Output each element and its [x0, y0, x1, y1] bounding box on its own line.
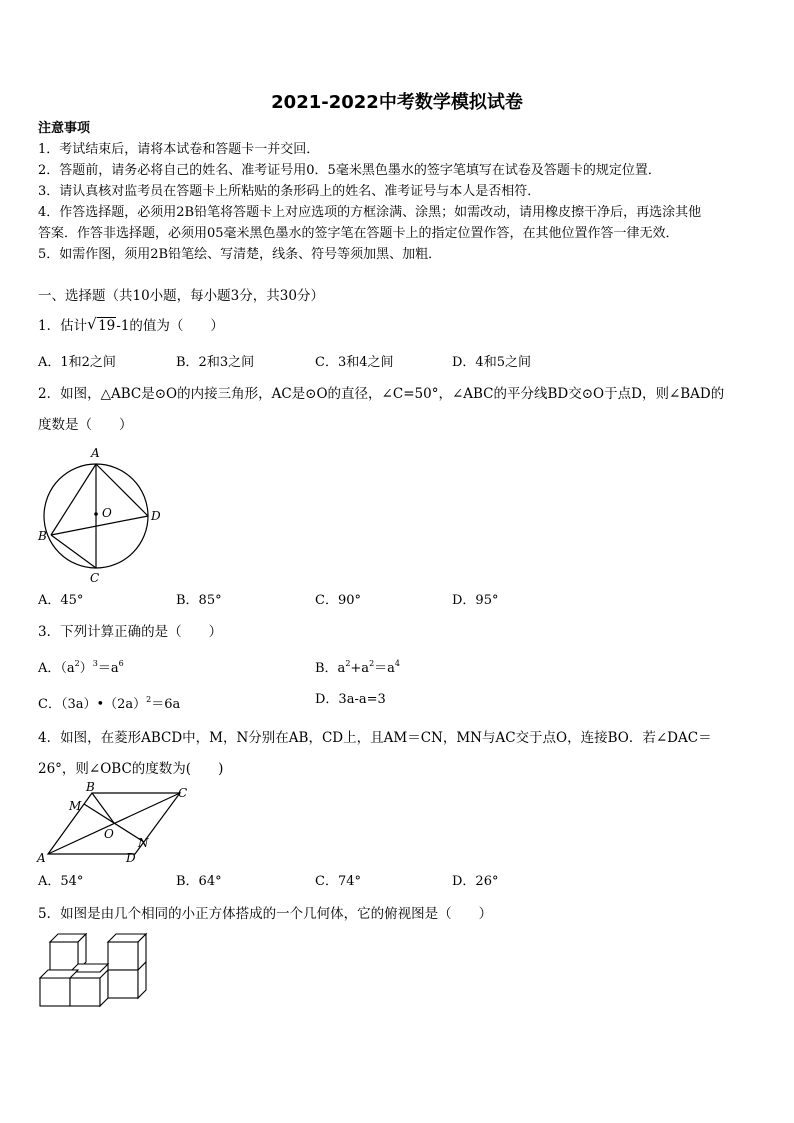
q3-option-c [38, 691, 180, 714]
q1-prefix: 1．估计 [38, 318, 88, 334]
question-2-cont: 度数是（ ） [38, 417, 133, 433]
label-m: M [69, 799, 82, 813]
cube-side-face [100, 970, 108, 1006]
cube-front-face [70, 978, 100, 1006]
section-heading: 一、选择题（共10小题，每小题3分，共30分） [38, 288, 324, 304]
cube-front-face [108, 970, 138, 998]
q3b-exp2: 2 [369, 659, 375, 668]
label-d: D [126, 851, 136, 865]
question-4-cont: 26°，则∠OBC的度数为( ) [38, 761, 224, 777]
question-5: 5．如图是由几个相同的小正方体搭成的一个几何体，它的俯视图是（ ） [38, 906, 493, 922]
rhombus-figure [34, 780, 204, 866]
notice-heading: 注意事项 [38, 121, 91, 136]
question-3: 3．下列计算正确的是（ ） [38, 624, 223, 640]
q2-option-a: A．45° [38, 593, 84, 608]
q3a-exp1: 2 [74, 659, 80, 668]
line-bo [92, 793, 114, 823]
label-c: C [178, 786, 188, 800]
q2-option-c: C．90° [315, 593, 361, 608]
q4-option-d: D．26° [452, 874, 499, 889]
q3-option-b [315, 655, 400, 678]
label-o: O [102, 506, 112, 520]
label-a: A [91, 446, 100, 460]
q1-radicand: 19 [98, 318, 116, 334]
sqrt-symbol [87, 317, 116, 335]
label-b: B [38, 529, 47, 543]
q3c-exp1: 2 [146, 695, 152, 704]
q3a-exp3: 6 [118, 659, 124, 668]
cubes-figure [36, 932, 156, 1012]
q3-option-a [38, 655, 124, 678]
q2-option-b: B．85° [176, 593, 222, 608]
label-c: C [90, 571, 100, 584]
q2-option-d: D．95° [452, 593, 499, 608]
q3b-part2: +a [350, 661, 370, 676]
q1-option-b: B．2和3之间 [176, 355, 255, 370]
question-4: 4．如图，在菱形ABCD中，M，N分别在AB，CD上，且AM＝CN，MN与AC交于点O，连接BO．若∠DAC＝ [38, 730, 712, 746]
q4-option-a: A．54° [38, 874, 84, 889]
label-b: B [86, 780, 95, 794]
notice-item-5: 5．如需作图，须用2B铅笔绘、写清楚，线条、符号等须加黑、加粗． [38, 247, 442, 262]
q4-option-c: C．74° [315, 874, 361, 889]
circle-figure [34, 444, 174, 584]
cube-front-face [50, 942, 78, 970]
notice-item-4: 4．作答选择题，必须用2B铅笔将答题卡上对应选项的方框涂满、涂黑；如需改动，请用橡皮擦干净后，再选涂其他 [38, 205, 702, 220]
label-n: N [138, 836, 149, 850]
q3c-part1: C．（3a）•（2a） [38, 697, 147, 712]
q3a-exp2: 3 [92, 659, 98, 668]
cube-top-face [40, 970, 78, 978]
q1-suffix: -1的值为（ ） [116, 318, 224, 334]
q3b-part1: B．a [315, 661, 346, 676]
page-title: 2021-2022中考数学模拟试卷 [271, 92, 523, 113]
label-a: A [37, 851, 46, 865]
q3b-part3: ＝a [374, 661, 395, 676]
q3-option-d: D．3a-a=3 [315, 692, 386, 707]
question-1 [38, 317, 760, 335]
notice-item-4-cont: 答案．作答非选择题，必须用05毫米黑色墨水的签字笔在答题卡上的指定位置作答，在其他位置作答一律无效． [38, 226, 679, 241]
q3c-part2: ＝6a [151, 697, 181, 712]
notice-item-2: 2．答题前，请务必将自己的姓名、准考证号用0．5毫米黑色墨水的签字笔填写在试卷及答题卡的规定位置． [38, 163, 661, 178]
q4-option-b: B．64° [176, 874, 222, 889]
label-o: O [104, 827, 114, 841]
q1-option-c: C．3和4之间 [315, 355, 394, 370]
cube-front-face [40, 978, 70, 1006]
q3a-part2: ） [79, 661, 93, 676]
question-2: 2．如图，△ABC是⊙O的内接三角形，AC是⊙O的直径，∠C=50°，∠ABC的平分线BD交⊙O于点D，则∠BAD的 [38, 386, 725, 402]
line-ab [51, 464, 96, 535]
q1-option-d: D．4和5之间 [452, 355, 531, 370]
q3b-exp3: 4 [394, 659, 401, 668]
q3a-part3: ＝a [97, 661, 119, 676]
cube-front-face [108, 942, 138, 970]
center-point [94, 512, 98, 516]
line-bd [51, 516, 148, 535]
label-d: D [151, 509, 161, 523]
q1-option-a: A．1和2之间 [38, 355, 116, 370]
q3a-part1: A．（a [38, 661, 75, 676]
q3b-exp1: 2 [345, 659, 351, 668]
notice-item-3: 3．请认真核对监考员在答题卡上所粘贴的条形码上的姓名、准考证号与本人是否相符． [38, 184, 541, 199]
notice-item-1: 1．考试结束后，请将本试卷和答题卡一并交回． [38, 142, 320, 157]
